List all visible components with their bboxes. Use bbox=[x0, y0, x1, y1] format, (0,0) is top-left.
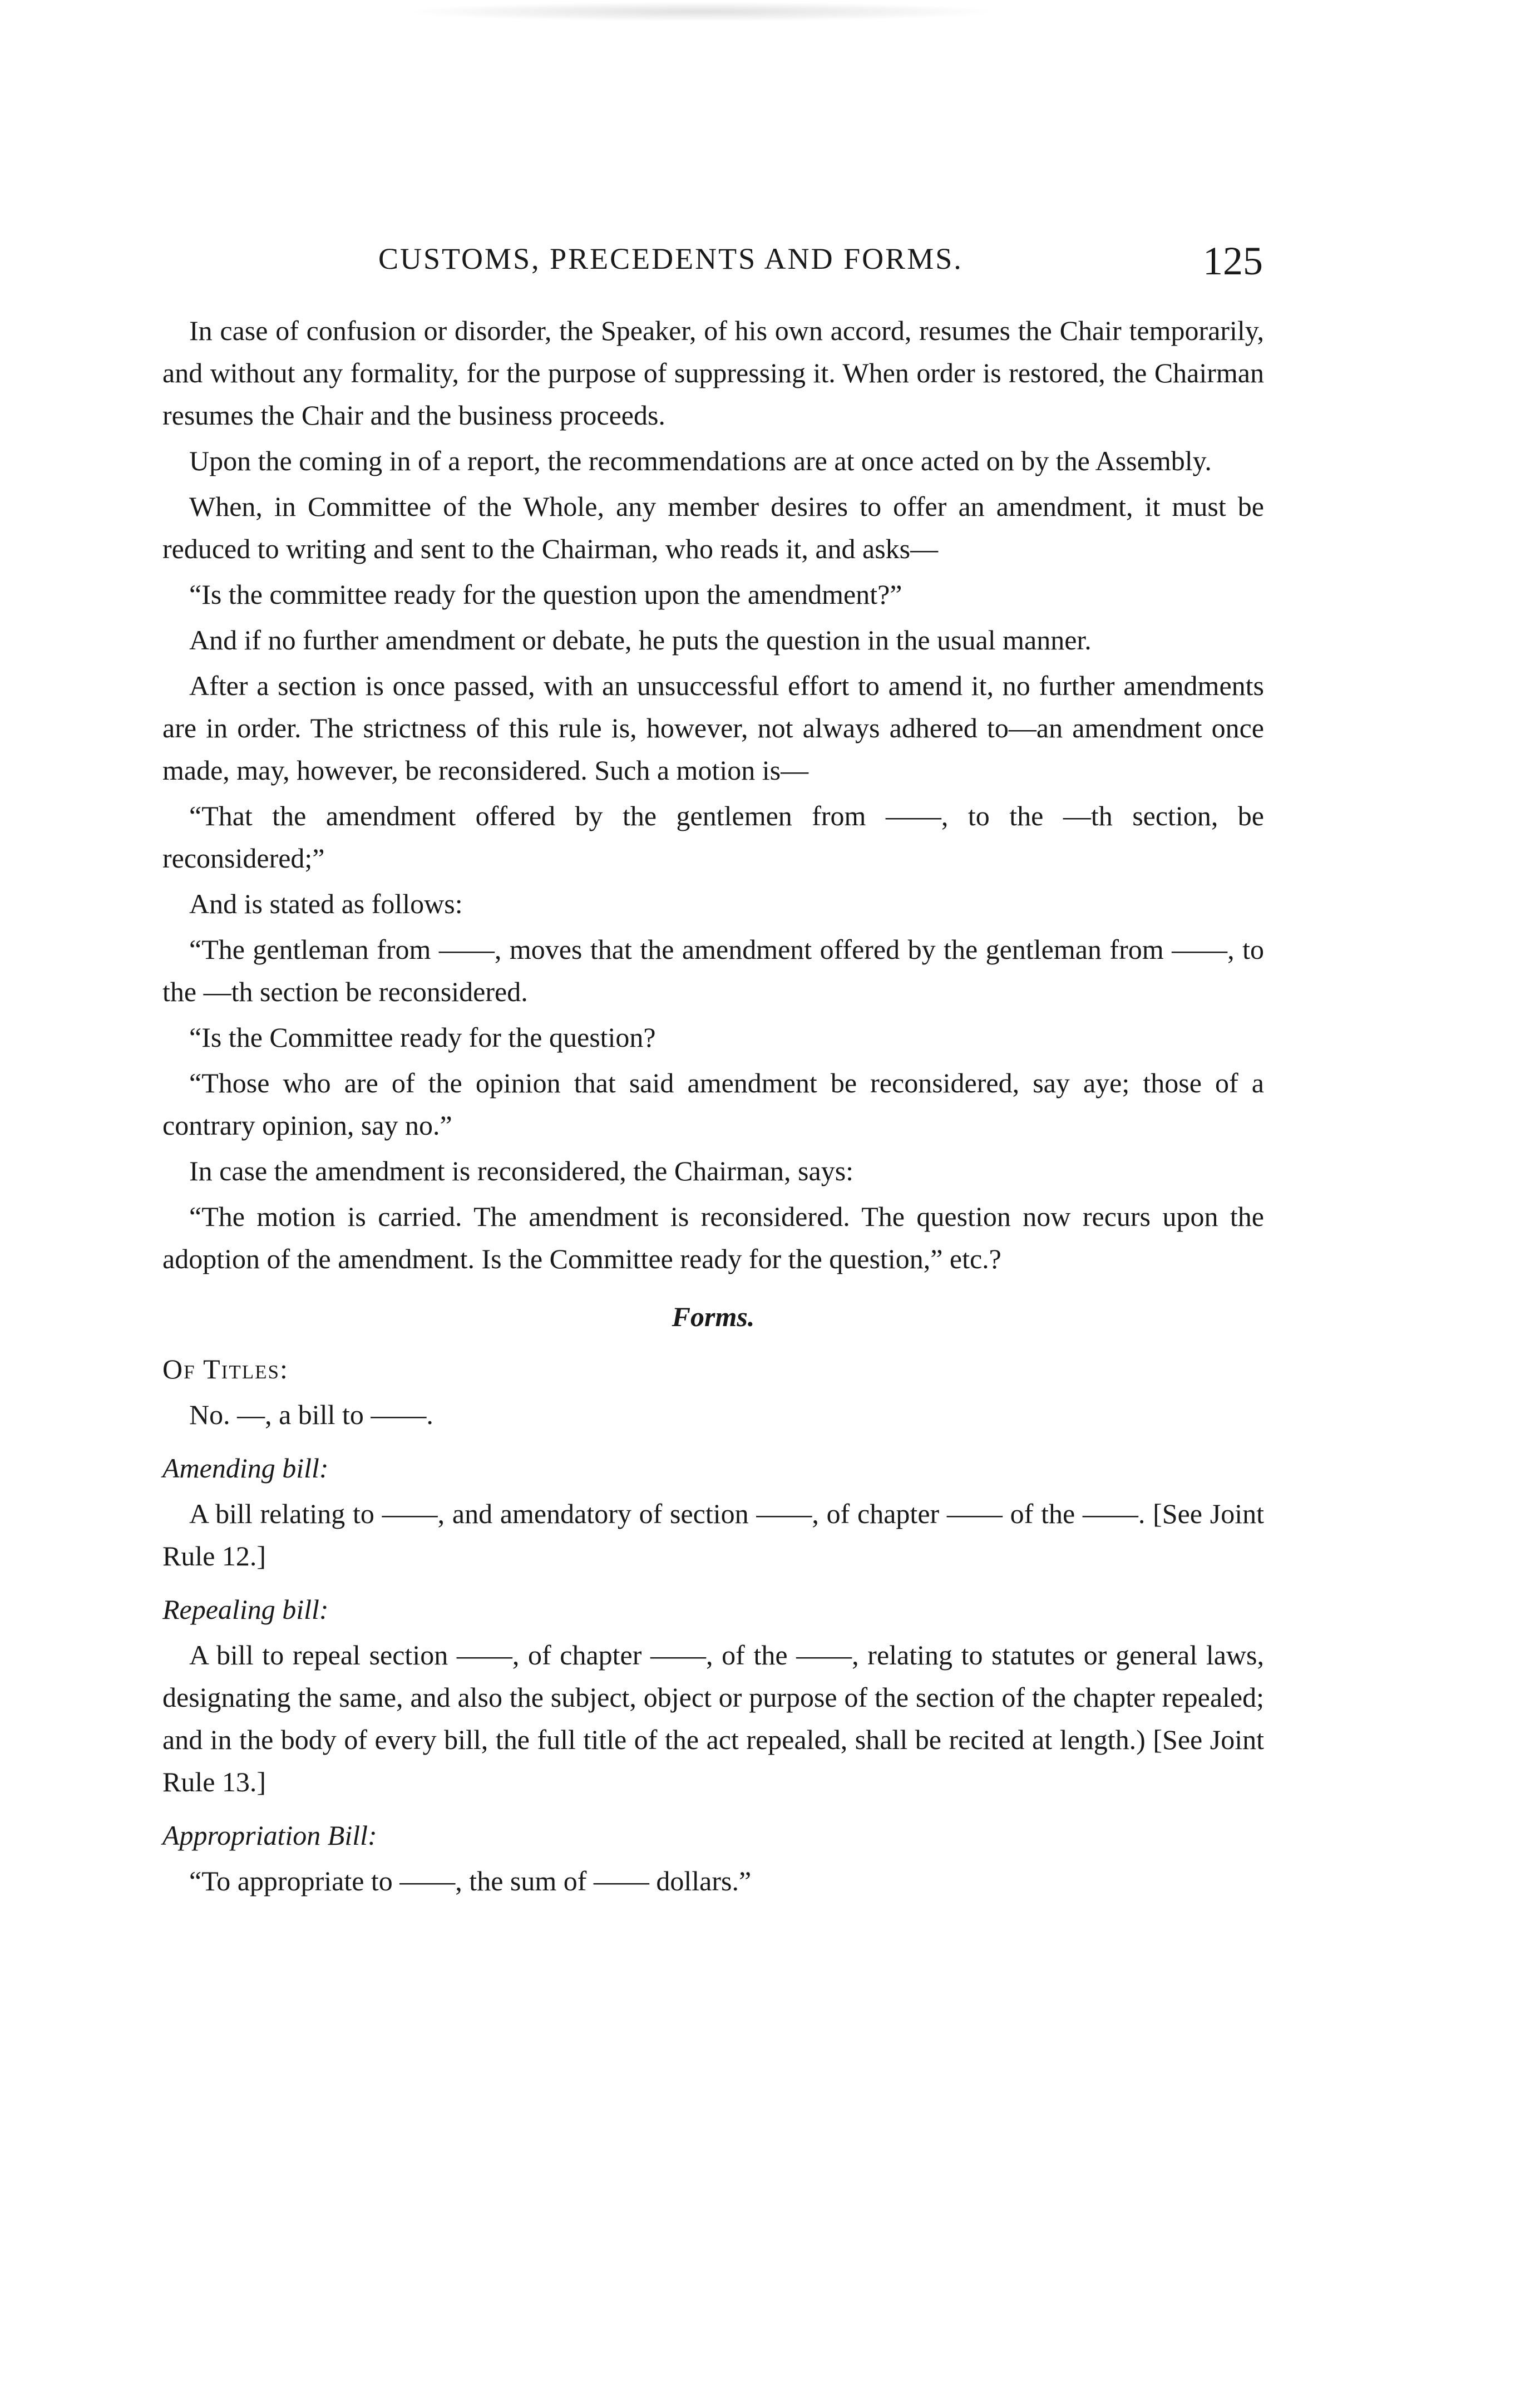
paragraph: Upon the coming in of a report, the recommendations are at once acted on by the Assembly. bbox=[189, 445, 1212, 476]
paragraph: When, in Committee of the Whole, any member desires to offer an amendment, it must be reduced to writing and sent to the Chairman, who reads it, and asks— bbox=[162, 491, 1264, 564]
scan-smudge bbox=[412, 2, 990, 21]
paragraph: “Is the committee ready for the question upon the amendment?” bbox=[189, 579, 902, 610]
running-head: CUSTOMS, PRECEDENTS AND FORMS. bbox=[378, 242, 963, 275]
paragraph: After a section is once passed, with an unsuccessful effort to amend it, no further amendments are in order. The strictness of this rule is, however, not always adhered to—an amendment once made, may, however, be reconsidered. Such a motion is— bbox=[162, 670, 1264, 786]
paragraph: “Is the Committee ready for the question? bbox=[189, 1022, 656, 1053]
titles-example: No. —, a bill to ——. bbox=[189, 1399, 433, 1430]
titles-label: Of Titles: bbox=[162, 1353, 289, 1385]
page-body bbox=[162, 309, 1264, 1905]
forms-heading: Forms. bbox=[672, 1301, 755, 1332]
appropriation-label: Appropriation Bill: bbox=[162, 1820, 377, 1851]
paragraph: “The motion is carried. The amendment is reconsidered. The question now recurs upon the adoption of the amendment. Is the Committee ready for the question,” etc.? bbox=[162, 1201, 1264, 1274]
paragraph: And if no further amendment or debate, he puts the question in the usual manner. bbox=[189, 624, 1092, 656]
appropriation-text: “To appropriate to ——, the sum of —— dollars.” bbox=[189, 1865, 752, 1896]
paragraph: In case the amendment is reconsidered, the Chairman, says: bbox=[189, 1155, 854, 1186]
page-header bbox=[161, 238, 1263, 288]
paragraph: “That the amendment offered by the gentlemen from ——, to the —th section, be reconsidered;” bbox=[162, 800, 1264, 874]
repealing-label: Repealing bill: bbox=[162, 1594, 329, 1625]
paragraph: In case of confusion or disorder, the Speaker, of his own accord, resumes the Chair temporarily, and without any formality, for the purpose of suppressing it. When order is restored, the Chairman resumes the Chair and the business proceeds. bbox=[162, 315, 1264, 431]
page-number: 125 bbox=[1203, 239, 1263, 283]
repealing-text: A bill to repeal section ——, of chapter ——, of the ——, relating to statutes or general laws, designating the same, and also the subject, object or purpose of the section of the chapter repealed; and in the body of every bill, the full title of the act repealed, shall be recited at length.) [See Joint Rule 13.] bbox=[162, 1639, 1264, 1797]
paragraph: And is stated as follows: bbox=[189, 888, 463, 919]
amending-text: A bill relating to ——, and amendatory of section ——, of chapter —— of the ——. [See Joint Rule 12.] bbox=[162, 1498, 1264, 1572]
paragraph: “The gentleman from ——, moves that the amendment offered by the gentleman from ——, to the —th section be reconsidered. bbox=[162, 934, 1264, 1007]
paragraph: “Those who are of the opinion that said amendment be reconsidered, say aye; those of a contrary opinion, say no.” bbox=[162, 1067, 1264, 1141]
amending-label: Amending bill: bbox=[162, 1452, 329, 1484]
